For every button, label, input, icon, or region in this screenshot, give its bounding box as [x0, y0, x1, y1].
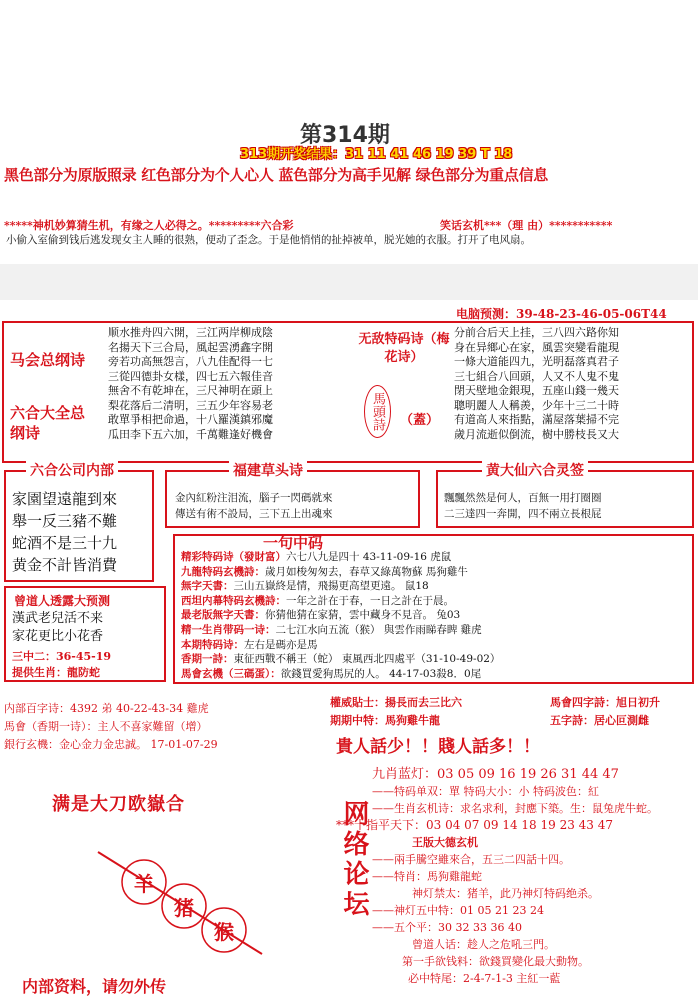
poem-middle-horse-head: 馬頭詩 — [364, 385, 391, 438]
poem-label-liuhe: 六合大全总纲诗 — [10, 404, 86, 442]
poem-right-line: 一條大道能四九，光明磊落真君子 — [454, 355, 619, 368]
blade-char-sheep: 羊 — [134, 872, 154, 896]
three-in-two: 三中二：36-45-19 — [12, 650, 112, 663]
poem-left-line: 三從四德卦女樣，四七五六報佳音 — [108, 369, 273, 383]
poem-left-lines — [108, 326, 273, 442]
left-panel-line: 家花更比小花香 — [12, 629, 104, 644]
forum-line: ——兩手騰空雖來合，五三二四話十四。 — [372, 853, 570, 866]
forum-line: ***十指平天下：03 04 07 09 14 18 19 23 43 47 — [336, 818, 614, 832]
company-line: 家園望遠龍到來 — [12, 490, 118, 508]
forum-line: 曾道人话：趁人之危吼三門。 — [412, 938, 555, 951]
poem-right-line: 三七組合八回頭，人又不人鬼不鬼 — [454, 369, 619, 383]
forum-line: ——神灯五中特：01 05 21 23 24 — [372, 904, 544, 917]
left-panel-title: 曾道人透露大预测 — [14, 594, 111, 608]
forum-line: ——五个平：30 32 33 36 40 — [372, 921, 522, 934]
one-sentence-row: 香期一詩：東征西戰不稱王（蛇） 東風西北四處平（31-10-49-02） — [181, 653, 501, 666]
one-sentence-row: 馬會玄機（三碼蛋）：欲錢買愛狗馬尻的人。 44-17-03殺8．0尾 — [181, 667, 482, 680]
forum-line: 九肖蓝灯：03 05 09 16 19 26 31 44 47 — [372, 767, 619, 782]
one-sentence-row: 西坦内幕特码玄機詩：一年之計在于春，一日之計在于晨。 — [181, 594, 454, 607]
one-sentence-row: 精彩特码诗（發財富）六七八九是四十 43-11-09-16 虎鼠 — [181, 551, 452, 563]
forum-line: ——特码单双：單 特码大小：小 特码波色：紅 — [372, 785, 599, 798]
blade-char-monkey: 猴 — [214, 920, 234, 944]
legend-line: 黑色部分为原版照录 红色部分为个人心人 蓝色部分为高手见解 绿色部分为重点信息 — [4, 166, 548, 184]
forum-line: 神灯禁太：猪羊，此乃神灯特码绝杀。 — [412, 887, 599, 900]
left-panel-line: 漢武老兒活不来 — [12, 611, 104, 626]
one-sentence-row: 本期特码诗：左右是碼亦是馬 — [181, 638, 318, 651]
tips-line2: 期期中特：馬狗雞牛龍 — [330, 714, 440, 727]
top-poem-box — [2, 321, 694, 463]
blade-footer: 内部资料，请勿外传 — [22, 977, 167, 996]
forum-line: 必中特尾：2-4-7-1-3 主紅一藍 — [408, 972, 561, 985]
poem-left-line: 名揚天下三合局，風起雲湧鑫字開 — [108, 340, 273, 354]
forum-title: 网络论坛 — [339, 800, 369, 920]
one-sentence-box — [173, 534, 694, 684]
internal-block — [4, 700, 218, 754]
poem-left-line: 敢單爭相把命過，十八羅漢鎮邪魔 — [108, 413, 273, 426]
company-title: 六合公司内部 — [26, 460, 118, 480]
one-sentence-rows — [181, 550, 500, 681]
company-lines — [12, 488, 117, 576]
poem-right-lines — [454, 326, 619, 442]
left-panel-lines — [12, 610, 103, 646]
poem-right-line: 歲月流逝似倒流，樹中勝枝長又大 — [454, 427, 619, 441]
poem-right-line: 身在异鄉心在家，風雲突變看龍現 — [454, 340, 619, 354]
intro-left: *****神机妙算猜生机，有缘之人必得之。*********六合彩 — [4, 219, 294, 232]
one-sentence-row: 無字天書：三山五嶽終是情，飛揚更高望更遠。 鼠18 — [181, 580, 429, 593]
poem-left-line: 無舍不有乾坤在，三尺神明在頭上 — [108, 384, 273, 397]
wong-box — [436, 463, 694, 528]
internal-line: 馬會（香期一诗）：主人不喜家難留（增） — [4, 720, 208, 733]
internal-line: 内部百字诗：4392 弟 40-22-43-34 雞虎 — [4, 702, 209, 715]
forum-line: 第一手欲钱料：欲錢買變化最大動物。 — [402, 955, 589, 968]
wong-title: 黄大仙六合灵签 — [482, 460, 588, 480]
forum-line: ——生肖玄机诗：求名求利，封應下築。生：鼠兔虎牛蛇。 — [372, 802, 658, 815]
poem-middle-cover: （蓋） — [400, 413, 440, 428]
result-line: 313期开奖结果：31 11 41 46 19 39 T 18 — [240, 147, 513, 162]
forum-line: ——特肖：馬狗雞龍蛇 — [372, 870, 482, 883]
computer-prediction: 电脑预测：39-48-23-46-05-06T44 — [456, 307, 667, 321]
wong-line: 飄飄然然是何人，百無一用打圈圈 — [444, 492, 602, 504]
poem-label-horse: 马会总纲诗 — [10, 351, 86, 369]
fujian-box — [165, 463, 420, 528]
provider-zodiac: 提供生肖：龍防蛇 — [12, 666, 100, 679]
intro-shade — [0, 264, 698, 300]
poem-middle-title: 无敌特码诗（梅花诗） — [358, 332, 450, 365]
internal-line: 銀行玄機：金心金力金忠誠。 17-01-07-29 — [4, 738, 218, 751]
one-sentence-row: 精一生肖带码一诗：二七江水向五流（猴） 與雲作雨睇春睥 雞虎 — [181, 623, 482, 636]
fujian-line: 金內紅粉注泪流，腦子一閃碼就來 — [175, 492, 333, 504]
company-box — [4, 463, 154, 582]
one-sentence-title: 一句中码 — [263, 534, 324, 552]
fujian-title: 福建草头诗 — [229, 460, 307, 480]
intro-body: 小偷入室偷到钱后逃发现女主人睡的很熟，便动了歪念。于是他悄悄的扯掉被单，脱光她的衣服。打开了电风扇。 — [6, 234, 531, 246]
issue-title: 第314期 — [300, 123, 390, 148]
tips-line1: 權威貼士：揚長而去三比六 — [330, 696, 462, 709]
poem-right-line: 閉天壁地金銀現，五座山錢一幾天 — [454, 384, 619, 397]
poem-right-line: 有道高人來指點，滿屋落葉掃不完 — [454, 413, 619, 426]
poem-right-line: 分前合后天上挂，三八四六路你知 — [454, 326, 619, 339]
forum-line: 王版大德玄机 — [412, 836, 478, 849]
blade-char-pig: 猪 — [174, 896, 194, 920]
poem-left-line: 顺水推舟四六開，三江两岸柳成陰 — [108, 326, 273, 339]
company-line: 蛇酒不是三十九 — [12, 534, 118, 552]
company-line: 舉一反三豬不難 — [12, 512, 118, 530]
one-sentence-row: 最老版無字天書：你猜他猜在家猜，雲中藏身不見音。 兔03 — [181, 609, 461, 622]
tips-line1b: 馬會四字詩：旭日初升 — [550, 696, 660, 709]
tips-slogan: 貴人話少！！賤人話多！！ — [336, 737, 540, 757]
fujian-line: 傳送有術不設局，三下五上出魂來 — [175, 508, 333, 520]
company-line: 黄金不計皆消費 — [12, 556, 118, 574]
left-panel-box — [4, 586, 166, 682]
poem-right-line: 聰明麗人人稱羨，少年十三二十時 — [454, 398, 619, 412]
poem-left-line: 旁若功高無怨言，八九佳配得一七 — [108, 355, 273, 368]
fujian-lines — [175, 490, 333, 522]
wong-line: 二三達四一奔開，四不兩立長根屁 — [444, 508, 602, 520]
tips-block — [330, 694, 694, 758]
poem-left-line: 瓜田李下五六加，千萬難逢好機會 — [108, 427, 273, 441]
one-sentence-row: 九龍特码玄機詩：歲月如梭匆匆去，春草又綠萬物蘇 馬狗雞牛 — [181, 565, 468, 578]
tips-line2b: 五字詩：居心叵測雌 — [550, 714, 649, 727]
blade-title: 满是大刀欧嶽合 — [52, 794, 185, 815]
poem-left-line: 梨花落后二清明，三五少年容易老 — [108, 398, 273, 412]
wong-lines — [444, 490, 602, 522]
intro-right: 笑话玄机***（理 由）*********** — [440, 219, 613, 232]
